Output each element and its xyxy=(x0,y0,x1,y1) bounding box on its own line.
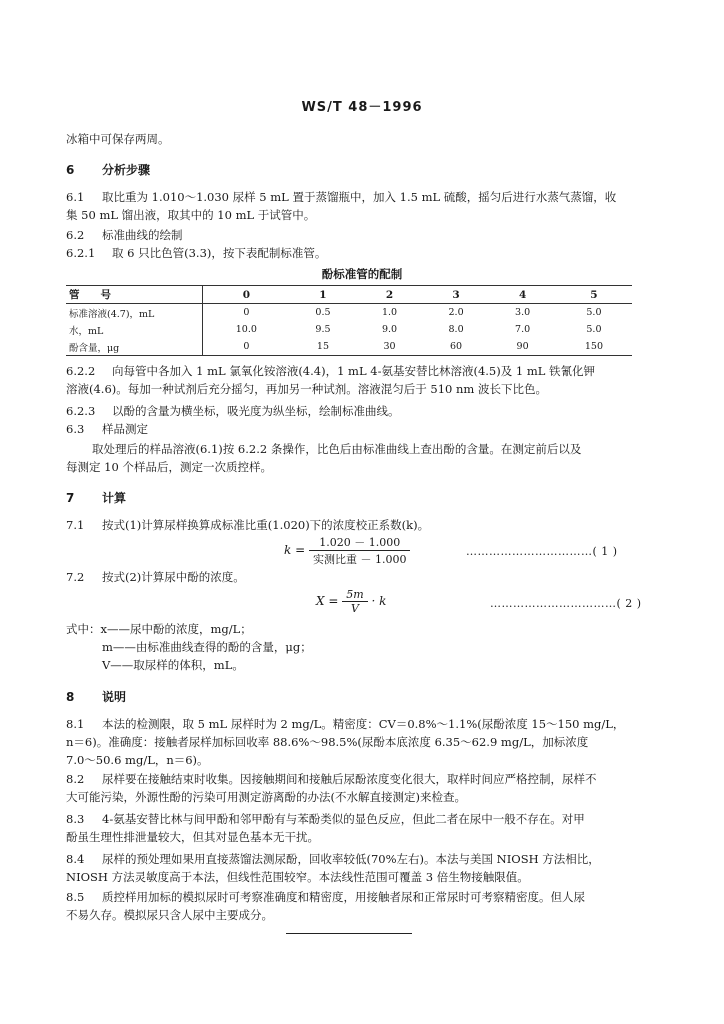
table-cell: 60 xyxy=(423,338,490,356)
table-cell: 8.0 xyxy=(448,324,464,335)
table-cell: 9.5 xyxy=(315,324,331,335)
table-header-cell: 5 xyxy=(556,286,632,304)
clause-8-5: 8.5 质控样用加标的模拟尿时可考察准确度和精密度，用接触者尿和正常尿时可考察精密度。但人尿 不易久存。模拟尿只含人尿中主要成分。 xyxy=(66,890,585,922)
table-cell: 90 xyxy=(489,338,556,356)
table-header-cell: 3 xyxy=(423,286,490,304)
clause-8-3: 8.3 4-氨基安替比林与间甲酚和邻甲酚有与苯酚类似的显色反应，但此二者在尿中一般不存在。对甲 酚虽生理性排泄量较大，但其对显色基本无干扰。 xyxy=(66,812,585,844)
formula-1: k = $\frac{1.020 - 1.000}{\text{实测比重 － 1.000}}$ xyxy=(284,534,410,567)
formula-2-leader: ……………………………( 2 ) xyxy=(490,597,642,610)
table-cell: 1.0 xyxy=(381,307,398,318)
clause-7-2: 7.2 按式(2)计算尿中酚的浓度。 xyxy=(66,570,245,584)
table-row xyxy=(66,321,632,338)
table-header-cell: 4 xyxy=(489,286,556,304)
table-cell: 15 xyxy=(290,338,357,356)
table-cell: 5.0 xyxy=(586,324,602,335)
table-cell: 7.0 xyxy=(515,324,531,335)
section-8-heading: 8 说明 xyxy=(66,690,127,704)
table-cell: 3.0 xyxy=(515,307,531,318)
formula-1-leader: ……………………………( 1 ) xyxy=(466,545,618,558)
clause-8-4: 8.4 尿样的预处理如果用直接蒸馏法测尿酚，回收率较低(70%左右)。本法与美国 NIOSH 方法相比， NIOSH 方法灵敏度高于本法，但线性范围较窄。本法线性范围可覆盖 3 倍生物接触限值。 xyxy=(66,852,600,884)
section-7-heading: 7 计算 xyxy=(66,491,127,505)
clause-6-2-2: 6.2.2 向每管中各加入 1 mL 氯氧化铵溶液(4.4)，1 mL 4-氨基安替比林溶液(4.5)及 1 mL 铁氰化钾 溶液(4.6)。每加一种试剂后充分摇匀，再加另一种试剂。溶液混匀后于 510 nm 波长下比色。 xyxy=(66,364,596,396)
table-header-cell: 1 xyxy=(290,286,357,304)
table-caption: 酚标准管的配制 xyxy=(321,267,403,281)
standard-number-header: WS/T 48－1996 xyxy=(301,100,423,115)
formula-2: X = $\frac{5m}{V}$ · k xyxy=(316,588,387,615)
table-row xyxy=(66,304,632,322)
table-cell: 9.0 xyxy=(381,324,398,335)
table-row-label: 酚含量，μg xyxy=(66,338,203,356)
table-header-row xyxy=(66,286,632,304)
formula-variable-definitions: 式中：x——尿中酚的浓度，mg/L； m——由标准曲线查得的酚的含量，μg； V——取尿样的体积，mL。 xyxy=(66,622,312,672)
section-6-heading: 6 分析步骤 xyxy=(66,163,151,177)
clause-6-2-heading: 6.2 标准曲线的绘制 xyxy=(66,228,183,242)
end-rule xyxy=(286,933,412,934)
clause-7-1: 7.1 按式(1)计算尿样换算成标准比重(1.020)下的浓度校正系数(k)。 xyxy=(66,518,430,532)
table-cell: 0 xyxy=(203,338,290,356)
clause-6-2-3: 6.2.3 以酚的含量为横坐标，吸光度为纵坐标，绘制标准曲线。 xyxy=(66,404,400,418)
table-header-cell: 2 xyxy=(356,286,423,304)
table-cell: 2.0 xyxy=(448,307,464,318)
table-cell: 0 xyxy=(243,307,250,318)
table-row-label: 水，mL xyxy=(66,321,203,338)
standard-tube-table xyxy=(66,285,632,356)
clause-6-1: 6.1 取比重为 1.010～1.030 尿样 5 mL 置于蒸馏瓶中，加入 1.5 mL 硫酸，摇匀后进行水蒸气蒸馏，收 集 50 mL 馏出液，取其中的 10 mL 于试管中。 xyxy=(66,190,617,222)
clause-6-3-body: 取处理后的样品溶液(6.1)按 6.2.2 条操作，比色后由标准曲线上查出酚的含量。在测定前后以及 每测定 10 个样品后，测定一次质控样。 xyxy=(66,442,582,474)
table-cell: 10.0 xyxy=(235,324,257,335)
table-cell: 5.0 xyxy=(586,307,602,318)
clause-8-2: 8.2 尿样要在接触结束时收集。因接触期间和接触后尿酚浓度变化很大，取样时间应严格控制，尿样不 大可能污染，外源性酚的污染可用测定游离酚的办法(不水解直接测定)来检查。 xyxy=(66,772,597,804)
table-row-label: 标准溶液(4.7)，mL xyxy=(66,304,203,322)
table-cell: 150 xyxy=(556,338,632,356)
table-cell: 0.5 xyxy=(315,307,331,318)
table-cell: 30 xyxy=(356,338,423,356)
clause-6-3-heading: 6.3 样品测定 xyxy=(66,422,148,436)
continuation-line: 冰箱中可保存两周。 xyxy=(66,132,170,146)
table-header-cell: 0 xyxy=(203,286,290,304)
clause-6-2-1: 6.2.1 取 6 只比色管(3.3)，按下表配制标准管。 xyxy=(66,246,327,260)
table-header-cell: 管 号 xyxy=(66,286,203,304)
table-row xyxy=(66,338,632,356)
clause-8-1: 8.1 本法的检测限，取 5 mL 尿样时为 2 mg/L。精密度：CV＝0.8%～1.1%(尿酚浓度 15～150 mg/L， n＝6)。准确度：接触者尿样加标回收率 88.6%～98.5%(尿酚本底浓度 6.35～62.9 mg/L，加标浓度 7.0～50.6 mg/L，n＝6)。 xyxy=(66,717,625,767)
